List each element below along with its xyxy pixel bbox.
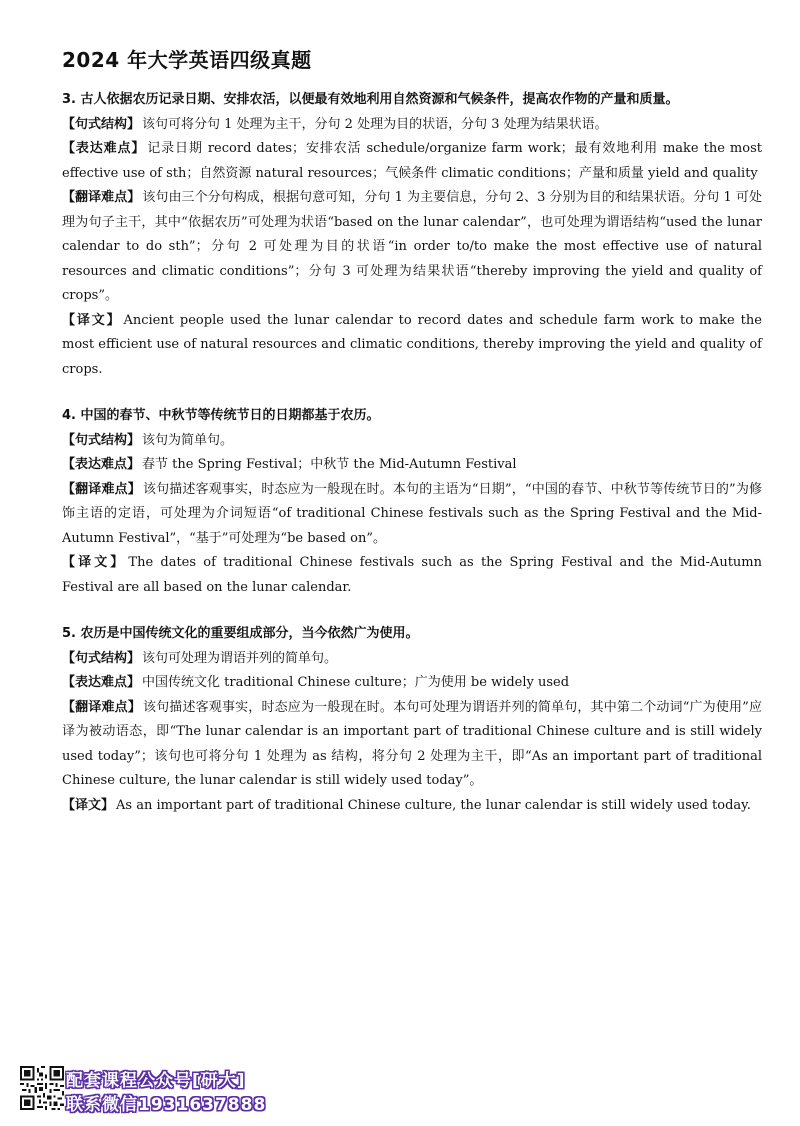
difficulty-tag: 【表达难点】 [62,675,141,690]
translation-para [62,309,762,383]
translation-difficulty-para [62,478,762,552]
translation-tag: 【译文】 [62,555,127,570]
difficulty-text: 中国传统文化 traditional Chinese culture；广为使用 be widely used [142,675,570,690]
translation-difficulty-para [62,696,762,794]
translation-difficulty-text: 该句描述客观事实，时态应为一般现在时。本句可处理为谓语并列的简单句，其中第二个动词“广为使用”应译为被动语态，即“The lunar calendar is an important part of traditional Chinese culture and is still widely used today”；该句也可将分句 1 处理为 as 结构，将分句 2 处理为主干，即“As an important part of traditional Chinese culture, the lunar calendar is still widely used today”。 [62,699,762,788]
difficulty-para [62,137,762,186]
difficulty-text: 记录日期 record dates；安排农活 schedule/organize farm work；最有效地利用 make the most effective use of sth；自然资源 natural resources；气候条件 climatic conditions；产量和质量 yield and quality [62,141,762,181]
page-title: 2024 年大学英语四级真题 [62,48,312,72]
question-5 [62,622,762,818]
translation-difficulty-tag: 【翻译难点】 [62,190,141,205]
question-3 [62,88,762,382]
translation-difficulty-text: 该句描述客观事实，时态应为一般现在时。本句的主语为“日期”，“中国的春节、中秋节等传统节日的”为修饰主语的定语，可处理为介词短语“of traditional Chinese festivals such as the Spring Festival and the Mid-Autumn Festival”，“基于”可处理为“be based on”。 [62,481,762,546]
promo-footer [20,1066,320,1116]
difficulty-text: 春节 the Spring Festival；中秋节 the Mid-Autumn Festival [142,457,517,472]
question-title: 3. 古人依据农历记录日期、安排农活，以便最有效地利用自然资源和气候条件，提高农作物的产量和质量。 [62,92,679,107]
structure-tag: 【句式结构】 [62,432,141,448]
difficulty-tag: 【表达难点】 [62,457,141,472]
translation-text: The dates of traditional Chinese festivals such as the Spring Festival and the Mid-Autumn Festival are all based on the lunar calendar. [62,555,762,595]
translation-text: Ancient people used the lunar calendar to record dates and schedule farm work to make the most efficient use of natural resources and climatic conditions, thereby improving the yield and quality of crops. [62,312,762,377]
difficulty-para [62,671,762,696]
promo-contact-text: 联系微信1931637888 [66,1095,267,1115]
document-body [62,88,762,840]
translation-difficulty-para [62,186,762,309]
translation-text: As an important part of traditional Chinese culture, the lunar calendar is still widely used today. [116,797,751,813]
question-title: 4. 中国的春节、中秋节等传统节日的日期都基于农历。 [62,408,380,423]
question-4 [62,404,762,600]
promo-course-text: 配套课程公众号[研大] [66,1071,246,1091]
translation-difficulty-tag: 【翻译难点】 [62,699,141,715]
translation-difficulty-text: 该句由三个分句构成，根据句意可知，分句 1 为主要信息，分句 2、3 分别为目的和结果状语。分句 1 可处理为句子主干，其中“依据农历”可处理为状语“based on the lunar calendar”，也可处理为谓语结构“used the lunar calendar to do sth”；分句 2 可处理为目的状语“in order to/to make the most effective use of natural resources and climatic conditions”；分句 3 可处理为结果状语“thereby improving the yield and quality of crops”。 [62,190,762,303]
structure-para [62,429,762,454]
structure-tag: 【句式结构】 [62,650,141,666]
question-title: 5. 农历是中国传统文化的重要组成部分，当今依然广为使用。 [62,626,419,641]
translation-tag: 【译文】 [62,797,115,813]
difficulty-para [62,453,762,478]
translation-difficulty-tag: 【翻译难点】 [62,481,141,497]
structure-para [62,647,762,672]
difficulty-tag: 【表达难点】 [62,141,146,156]
translation-para [62,551,762,600]
structure-text: 该句可将分句 1 处理为主干，分句 2 处理为目的状语，分句 3 处理为结果状语。 [142,116,608,132]
structure-para [62,113,762,138]
structure-tag: 【句式结构】 [62,116,141,132]
structure-text: 该句为简单句。 [142,432,234,448]
structure-text: 该句可处理为谓语并列的简单句。 [142,650,338,666]
qr-code-icon [20,1066,64,1110]
translation-para [62,794,762,819]
translation-tag: 【译文】 [62,312,122,328]
